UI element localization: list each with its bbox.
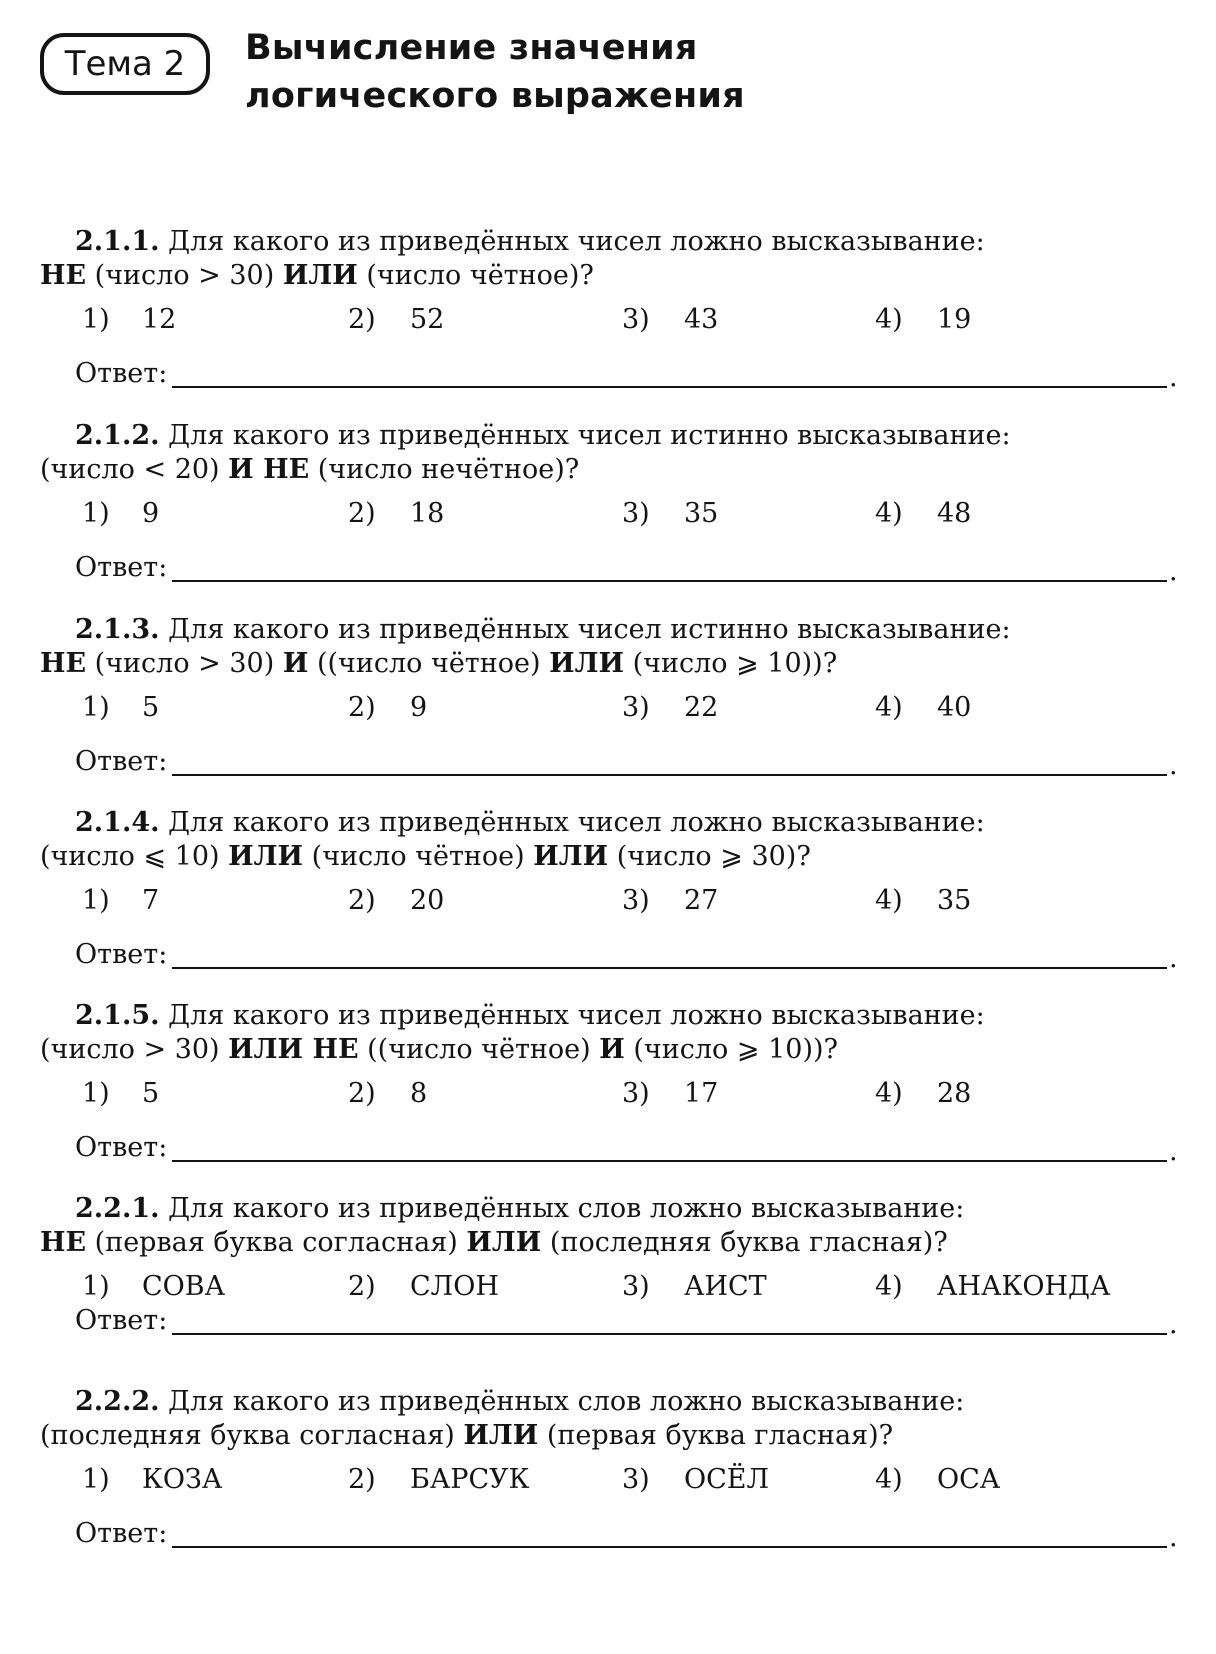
question-text: Для какого из приведённых чисел ложно высказывание: bbox=[168, 226, 985, 257]
page-title-line-2: логического выражения bbox=[245, 76, 745, 116]
option-1 bbox=[82, 1269, 225, 1305]
answer-field[interactable] bbox=[172, 1546, 1167, 1548]
answer-label: Ответ: bbox=[75, 1132, 168, 1163]
answer-row bbox=[75, 1516, 1178, 1556]
expression-text: (число нечётное)? bbox=[309, 454, 580, 485]
answer-period: . bbox=[1169, 1522, 1178, 1553]
expression-text: ((число чётное) bbox=[308, 648, 550, 679]
option-index: 4) bbox=[875, 885, 903, 916]
logical-expression bbox=[40, 646, 837, 682]
answer-row bbox=[75, 744, 1178, 784]
logical-operator: ИЛИ bbox=[533, 841, 609, 872]
answer-period: . bbox=[1169, 556, 1178, 587]
answer-row bbox=[75, 356, 1178, 396]
option-3 bbox=[622, 496, 718, 532]
option-index: 3) bbox=[622, 1271, 650, 1302]
option-1 bbox=[82, 496, 159, 532]
answer-period: . bbox=[1169, 750, 1178, 781]
logical-operator: НЕ bbox=[40, 648, 87, 679]
question-text: Для какого из приведённых слов ложно высказывание: bbox=[168, 1193, 965, 1224]
option-value: АНАКОНДА bbox=[937, 1271, 1111, 1302]
option-3 bbox=[622, 883, 718, 919]
option-value: 18 bbox=[410, 498, 445, 529]
logical-operator: НЕ bbox=[40, 260, 87, 291]
task-number: 2.1.4. bbox=[75, 807, 160, 838]
option-3 bbox=[622, 690, 718, 726]
logical-expression bbox=[40, 839, 811, 875]
option-value: 5 bbox=[142, 1078, 160, 1109]
logical-expression bbox=[40, 1225, 948, 1261]
question-line bbox=[75, 224, 985, 260]
logical-expression bbox=[40, 258, 594, 294]
question-line bbox=[75, 418, 1011, 454]
option-value: 20 bbox=[410, 885, 445, 916]
answer-label: Ответ: bbox=[75, 358, 168, 389]
option-index: 4) bbox=[875, 1078, 903, 1109]
task-2-1-5 bbox=[0, 998, 1216, 1188]
answer-row bbox=[75, 1303, 1178, 1343]
option-value: ОСЁЛ bbox=[684, 1464, 770, 1495]
option-4 bbox=[875, 690, 971, 726]
page-title bbox=[245, 24, 745, 120]
option-index: 3) bbox=[622, 1464, 650, 1495]
option-4 bbox=[875, 883, 971, 919]
option-index: 2) bbox=[348, 1271, 376, 1302]
option-value: 22 bbox=[684, 692, 719, 723]
option-index: 1) bbox=[82, 1271, 110, 1302]
option-index: 1) bbox=[82, 498, 110, 529]
answer-options bbox=[0, 496, 1216, 536]
expression-text: (число ⩾ 10))? bbox=[624, 648, 838, 679]
answer-label: Ответ: bbox=[75, 552, 168, 583]
answer-field[interactable] bbox=[172, 580, 1167, 582]
logical-operator: ИЛИ bbox=[463, 1420, 539, 1451]
option-value: 9 bbox=[410, 692, 428, 723]
expression-text: (последняя буква гласная)? bbox=[541, 1227, 948, 1258]
option-index: 4) bbox=[875, 1464, 903, 1495]
option-index: 2) bbox=[348, 1078, 376, 1109]
option-index: 3) bbox=[622, 304, 650, 335]
option-1 bbox=[82, 1462, 222, 1498]
task-number: 2.1.5. bbox=[75, 1000, 160, 1031]
option-1 bbox=[82, 883, 159, 919]
logical-operator: И bbox=[599, 1034, 625, 1065]
logical-expression bbox=[40, 1032, 838, 1068]
expression-text: (первая буква согласная) bbox=[86, 1227, 467, 1258]
question-text: Для какого из приведённых чисел истинно высказывание: bbox=[168, 420, 1011, 451]
expression-text: (число > 30) bbox=[40, 1034, 229, 1065]
option-index: 2) bbox=[348, 498, 376, 529]
task-2-1-3 bbox=[0, 612, 1216, 802]
option-value: 8 bbox=[410, 1078, 428, 1109]
option-index: 3) bbox=[622, 1078, 650, 1109]
answer-field[interactable] bbox=[172, 967, 1167, 969]
question-line bbox=[75, 1384, 964, 1420]
logical-operator: И bbox=[282, 648, 309, 679]
option-index: 1) bbox=[82, 885, 110, 916]
option-3 bbox=[622, 1462, 769, 1498]
expression-text: ((число чётное) bbox=[358, 1034, 600, 1065]
answer-period: . bbox=[1169, 943, 1178, 974]
question-text: Для какого из приведённых чисел ложно высказывание: bbox=[168, 1000, 985, 1031]
option-value: 35 bbox=[684, 498, 719, 529]
expression-text: (число > 30) bbox=[86, 648, 283, 679]
answer-label: Ответ: bbox=[75, 1518, 168, 1549]
logical-operator: ИЛИ bbox=[466, 1227, 542, 1258]
option-index: 4) bbox=[875, 1271, 903, 1302]
question-line bbox=[75, 805, 985, 841]
option-value: 5 bbox=[142, 692, 160, 723]
option-index: 2) bbox=[348, 885, 376, 916]
option-value: СОВА bbox=[142, 1271, 226, 1302]
answer-label: Ответ: bbox=[75, 939, 168, 970]
logical-operator: ИЛИ bbox=[549, 648, 625, 679]
answer-options bbox=[0, 690, 1216, 730]
option-value: 9 bbox=[142, 498, 160, 529]
option-value: 19 bbox=[937, 304, 972, 335]
task-2-2-1 bbox=[0, 1191, 1216, 1381]
answer-row bbox=[75, 550, 1178, 590]
option-2 bbox=[348, 690, 427, 726]
expression-text: (первая буква гласная)? bbox=[538, 1420, 894, 1451]
expression-text: (число чётное) bbox=[303, 841, 534, 872]
expression-text: (число ⩾ 30)? bbox=[608, 841, 811, 872]
task-2-2-2 bbox=[0, 1384, 1216, 1574]
logical-operator: НЕ bbox=[40, 1227, 87, 1258]
question-text: Для какого из приведённых чисел ложно высказывание: bbox=[168, 807, 985, 838]
answer-field[interactable] bbox=[172, 774, 1167, 776]
option-2 bbox=[348, 1462, 530, 1498]
option-3 bbox=[622, 302, 718, 338]
task-number: 2.2.1. bbox=[75, 1193, 160, 1224]
option-value: 17 bbox=[684, 1078, 719, 1109]
answer-period: . bbox=[1169, 1136, 1178, 1167]
option-4 bbox=[875, 1462, 1000, 1498]
option-4 bbox=[875, 302, 971, 338]
option-3 bbox=[622, 1076, 718, 1112]
option-3 bbox=[622, 1269, 767, 1305]
question-line bbox=[75, 998, 985, 1034]
answer-row bbox=[75, 937, 1178, 977]
option-index: 3) bbox=[622, 885, 650, 916]
answer-options bbox=[0, 302, 1216, 342]
option-value: КОЗА bbox=[142, 1464, 223, 1495]
answer-options bbox=[0, 1076, 1216, 1116]
option-value: 48 bbox=[937, 498, 972, 529]
task-number: 2.1.3. bbox=[75, 614, 160, 645]
option-2 bbox=[348, 302, 444, 338]
expression-text: (число ⩽ 10) bbox=[40, 841, 229, 872]
answer-period: . bbox=[1169, 362, 1178, 393]
option-4 bbox=[875, 1076, 971, 1112]
logical-expression bbox=[40, 452, 579, 488]
answer-field[interactable] bbox=[172, 1333, 1167, 1335]
expression-text: (число ⩾ 10))? bbox=[624, 1034, 838, 1065]
question-line bbox=[75, 612, 1011, 648]
option-value: 35 bbox=[937, 885, 972, 916]
option-value: 7 bbox=[142, 885, 160, 916]
logical-operator: ИЛИ bbox=[282, 260, 358, 291]
answer-label: Ответ: bbox=[75, 746, 168, 777]
option-index: 4) bbox=[875, 498, 903, 529]
option-index: 1) bbox=[82, 1464, 110, 1495]
answer-field[interactable] bbox=[172, 1160, 1167, 1162]
option-1 bbox=[82, 302, 176, 338]
option-value: АИСТ bbox=[684, 1271, 767, 1302]
option-2 bbox=[348, 496, 444, 532]
answer-options bbox=[0, 1462, 1216, 1502]
expression-text: (последняя буква согласная) bbox=[40, 1420, 464, 1451]
option-2 bbox=[348, 883, 444, 919]
option-value: 52 bbox=[410, 304, 445, 335]
logical-operator: ИЛИ НЕ bbox=[228, 1034, 359, 1065]
question-line bbox=[75, 1191, 964, 1227]
expression-text: (число > 30) bbox=[86, 260, 283, 291]
option-1 bbox=[82, 1076, 159, 1112]
task-2-1-4 bbox=[0, 805, 1216, 995]
expression-text: (число чётное)? bbox=[357, 260, 594, 291]
option-index: 1) bbox=[82, 304, 110, 335]
option-value: 28 bbox=[937, 1078, 972, 1109]
topic-badge: Тема 2 bbox=[40, 33, 210, 95]
task-number: 2.1.2. bbox=[75, 420, 160, 451]
option-2 bbox=[348, 1076, 427, 1112]
answer-period: . bbox=[1169, 1309, 1178, 1340]
answer-label: Ответ: bbox=[75, 1305, 168, 1336]
option-1 bbox=[82, 690, 159, 726]
answer-field[interactable] bbox=[172, 386, 1167, 388]
option-value: 27 bbox=[684, 885, 719, 916]
page-title-line-1: Вычисление значения bbox=[245, 28, 698, 68]
option-index: 1) bbox=[82, 692, 110, 723]
option-value: 40 bbox=[937, 692, 972, 723]
option-4 bbox=[875, 496, 971, 532]
option-index: 2) bbox=[348, 1464, 376, 1495]
option-index: 2) bbox=[348, 304, 376, 335]
option-index: 4) bbox=[875, 692, 903, 723]
option-value: ОСА bbox=[937, 1464, 1001, 1495]
option-index: 4) bbox=[875, 304, 903, 335]
option-value: 43 bbox=[684, 304, 719, 335]
option-2 bbox=[348, 1269, 499, 1305]
answer-options bbox=[0, 883, 1216, 923]
option-value: 12 bbox=[142, 304, 177, 335]
question-text: Для какого из приведённых чисел истинно высказывание: bbox=[168, 614, 1011, 645]
option-value: СЛОН bbox=[410, 1271, 499, 1302]
question-text: Для какого из приведённых слов ложно высказывание: bbox=[168, 1386, 965, 1417]
answer-row bbox=[75, 1130, 1178, 1170]
expression-text: (число < 20) bbox=[40, 454, 229, 485]
task-2-1-2 bbox=[0, 418, 1216, 608]
option-value: БАРСУК bbox=[410, 1464, 530, 1495]
logical-expression bbox=[40, 1418, 893, 1454]
task-2-1-1 bbox=[0, 224, 1216, 414]
task-number: 2.2.2. bbox=[75, 1386, 160, 1417]
option-index: 3) bbox=[622, 692, 650, 723]
option-index: 3) bbox=[622, 498, 650, 529]
option-index: 1) bbox=[82, 1078, 110, 1109]
option-index: 2) bbox=[348, 692, 376, 723]
logical-operator: ИЛИ bbox=[228, 841, 304, 872]
task-number: 2.1.1. bbox=[75, 226, 160, 257]
logical-operator: И НЕ bbox=[228, 454, 310, 485]
option-4 bbox=[875, 1269, 1110, 1305]
